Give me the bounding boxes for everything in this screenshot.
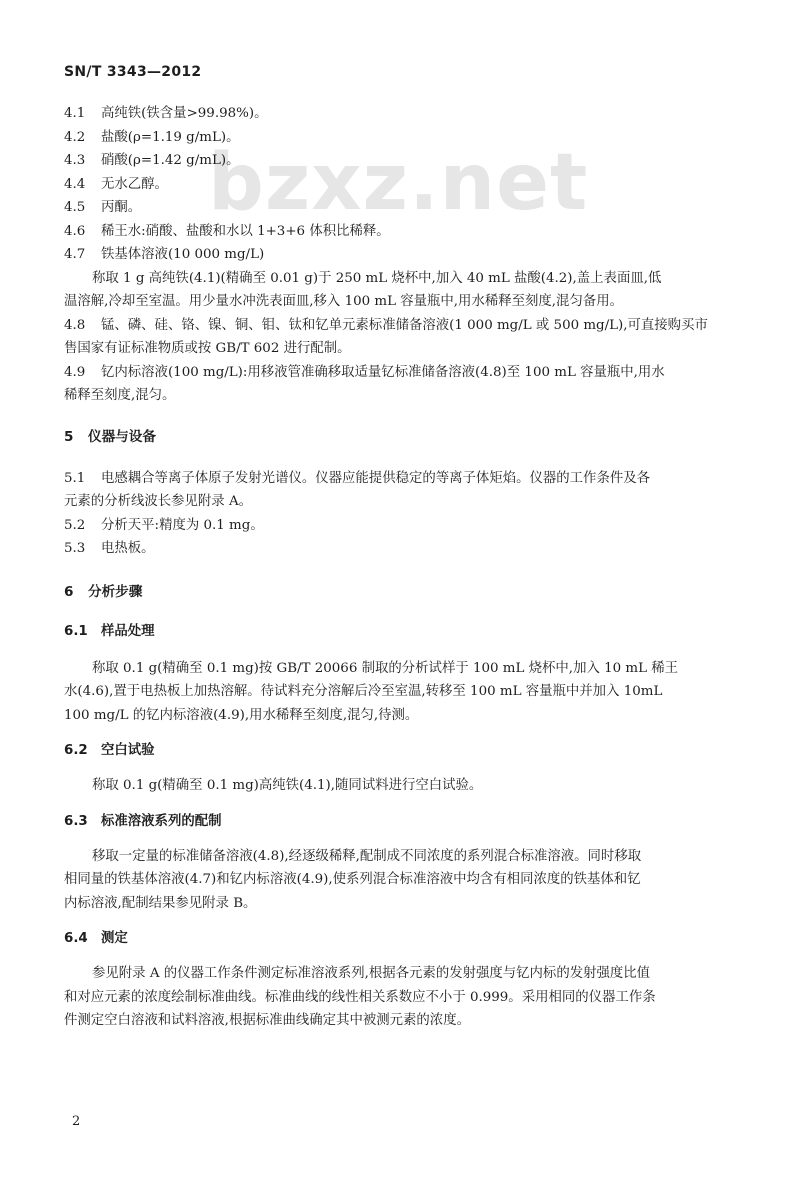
subsection-6-4-heading (64, 927, 744, 950)
item-number: 5.2 (64, 517, 86, 533)
item-text: 分析天平:精度为 0.1 mg。 (101, 517, 264, 533)
paragraph-line: 温溶解,冷却至室温。用少量水冲洗表面皿,移入 100 mL 容量瓶中,用水稀释至刻度,混匀备用。 (64, 294, 624, 309)
paragraph-line: 称取 0.1 g(精确至 0.1 mg)高纯铁(4.1),随同试料进行空白试验。 (92, 778, 483, 793)
item-number: 4.5 (64, 200, 86, 215)
item-text: 钇内标溶液(100 mg/L):用移液管准确移取适量钇标准储备溶液(4.8)至 100 mL 容量瓶中,用水 (101, 364, 665, 380)
item-number: 4.9 (64, 364, 86, 380)
item-number: 4.2 (64, 129, 86, 145)
item-number: 4.6 (64, 223, 86, 239)
item-text: 高纯铁(铁含量>99.98%)。 (101, 106, 268, 121)
item-number: 4.4 (64, 176, 86, 192)
item-text: 电热板。 (101, 541, 155, 556)
paragraph-line: 水(4.6),置于电热板上加热溶解。待试料充分溶解后冷至室温,转移至 100 mL 容量瓶中并加入 10mL (64, 684, 663, 699)
subsection-6-1-heading (64, 620, 744, 643)
page-number: 2 (72, 1114, 81, 1129)
paragraph-line: 件测定空白溶液和试料溶液,根据标准曲线确定其中被测元素的浓度。 (64, 1013, 470, 1028)
paragraph-line: 稀释至刻度,混匀。 (64, 388, 176, 403)
item-number: 5.3 (64, 541, 86, 556)
item-number: 5.1 (64, 470, 86, 486)
item-text: 稀王水:硝酸、盐酸和水以 1+3+6 体积比稀释。 (101, 223, 390, 239)
paragraph-line: 参见附录 A 的仪器工作条件测定标准溶液系列,根据各元素的发射强度与钇内标的发射强度比值 (92, 966, 651, 981)
subsection-number: 6.4 (64, 931, 88, 946)
section-number: 6 (64, 583, 74, 600)
item-number: 4.8 (64, 317, 86, 333)
paragraph-line: 元素的分析线波长参见附录 A。 (64, 494, 253, 509)
subsection-title: 空白试验 (101, 743, 155, 758)
item-text: 无水乙醇。 (101, 176, 168, 192)
reagent-item (64, 149, 744, 173)
reagent-item (64, 243, 744, 267)
paragraph-line: 和对应元素的浓度绘制标准曲线。标准曲线的线性相关系数应不小于 0.999。采用相同的仪器工作条 (64, 989, 656, 1005)
item-text: 电感耦合等离子体原子发射光谱仪。仪器应能提供稳定的等离子体矩焰。仪器的工作条件及各 (101, 470, 651, 486)
subsection-title: 样品处理 (101, 623, 155, 639)
watermark: bzxz.net (208, 138, 589, 228)
standard-code: SN/T 3343—2012 (64, 64, 202, 80)
paragraph-line: 100 mg/L 的钇内标溶液(4.9),用水稀释至刻度,混匀,待测。 (64, 707, 419, 723)
paragraph-line: 称取 0.1 g(精确至 0.1 mg)按 GB/T 20066 制取的分析试样于 100 mL 烧杯中,加入 10 mL 稀王 (92, 660, 679, 676)
subsection-number: 6.2 (64, 743, 88, 758)
subsection-6-3-heading (64, 810, 744, 833)
item-4-9 (64, 361, 744, 385)
item-number: 4.7 (64, 247, 86, 262)
reagent-item (64, 102, 744, 126)
subsection-number: 6.3 (64, 813, 88, 829)
item-4-8 (64, 314, 744, 338)
reagent-item (64, 220, 744, 244)
section-title: 仪器与设备 (88, 428, 156, 445)
reagent-item (64, 196, 744, 220)
subsection-title: 测定 (101, 931, 128, 946)
item-5-1 (64, 467, 744, 491)
section-number: 5 (64, 428, 74, 445)
paragraph-line: 称取 1 g 高纯铁(4.1)(精确至 0.01 g)于 250 mL 烧杯中,加入 40 mL 盐酸(4.2),盖上表面皿,低 (92, 270, 662, 286)
item-number: 4.3 (64, 153, 86, 168)
paragraph-line: 内标溶液,配制结果参见附录 B。 (64, 895, 257, 911)
item-number: 4.1 (64, 106, 86, 121)
paragraph-line: 售国家有证标准物质或按 GB/T 602 进行配制。 (64, 341, 351, 356)
document-body (64, 102, 744, 1033)
item-text: 铁基体溶液(10 000 mg/L) (101, 247, 265, 262)
item-text: 盐酸(ρ=1.19 g/mL)。 (101, 129, 240, 145)
section-5-heading (64, 426, 744, 449)
reagent-item (64, 173, 744, 197)
item-5-2 (64, 514, 744, 538)
item-text: 锰、磷、硅、铬、镍、铜、钼、钛和钇单元素标准储备溶液(1 000 mg/L 或 500 mg/L),可直接购买市 (101, 317, 708, 333)
section-6-heading (64, 581, 744, 604)
item-text: 硝酸(ρ=1.42 g/mL)。 (101, 153, 240, 168)
subsection-title: 标准溶液系列的配制 (101, 813, 222, 829)
item-5-3 (64, 537, 744, 561)
reagent-list (64, 102, 744, 267)
reagent-item (64, 126, 744, 150)
item-text: 丙酮。 (101, 200, 142, 215)
section-title: 分析步骤 (88, 583, 143, 600)
subsection-number: 6.1 (64, 623, 88, 639)
paragraph-line: 相同量的铁基体溶液(4.7)和钇内标溶液(4.9),使系列混合标准溶液中均含有相同浓度的铁基体和钇 (64, 872, 641, 887)
subsection-6-2-heading (64, 739, 744, 762)
paragraph-line: 移取一定量的标准储备溶液(4.8),经逐级稀释,配制成不同浓度的系列混合标准溶液。同时移取 (92, 848, 642, 864)
